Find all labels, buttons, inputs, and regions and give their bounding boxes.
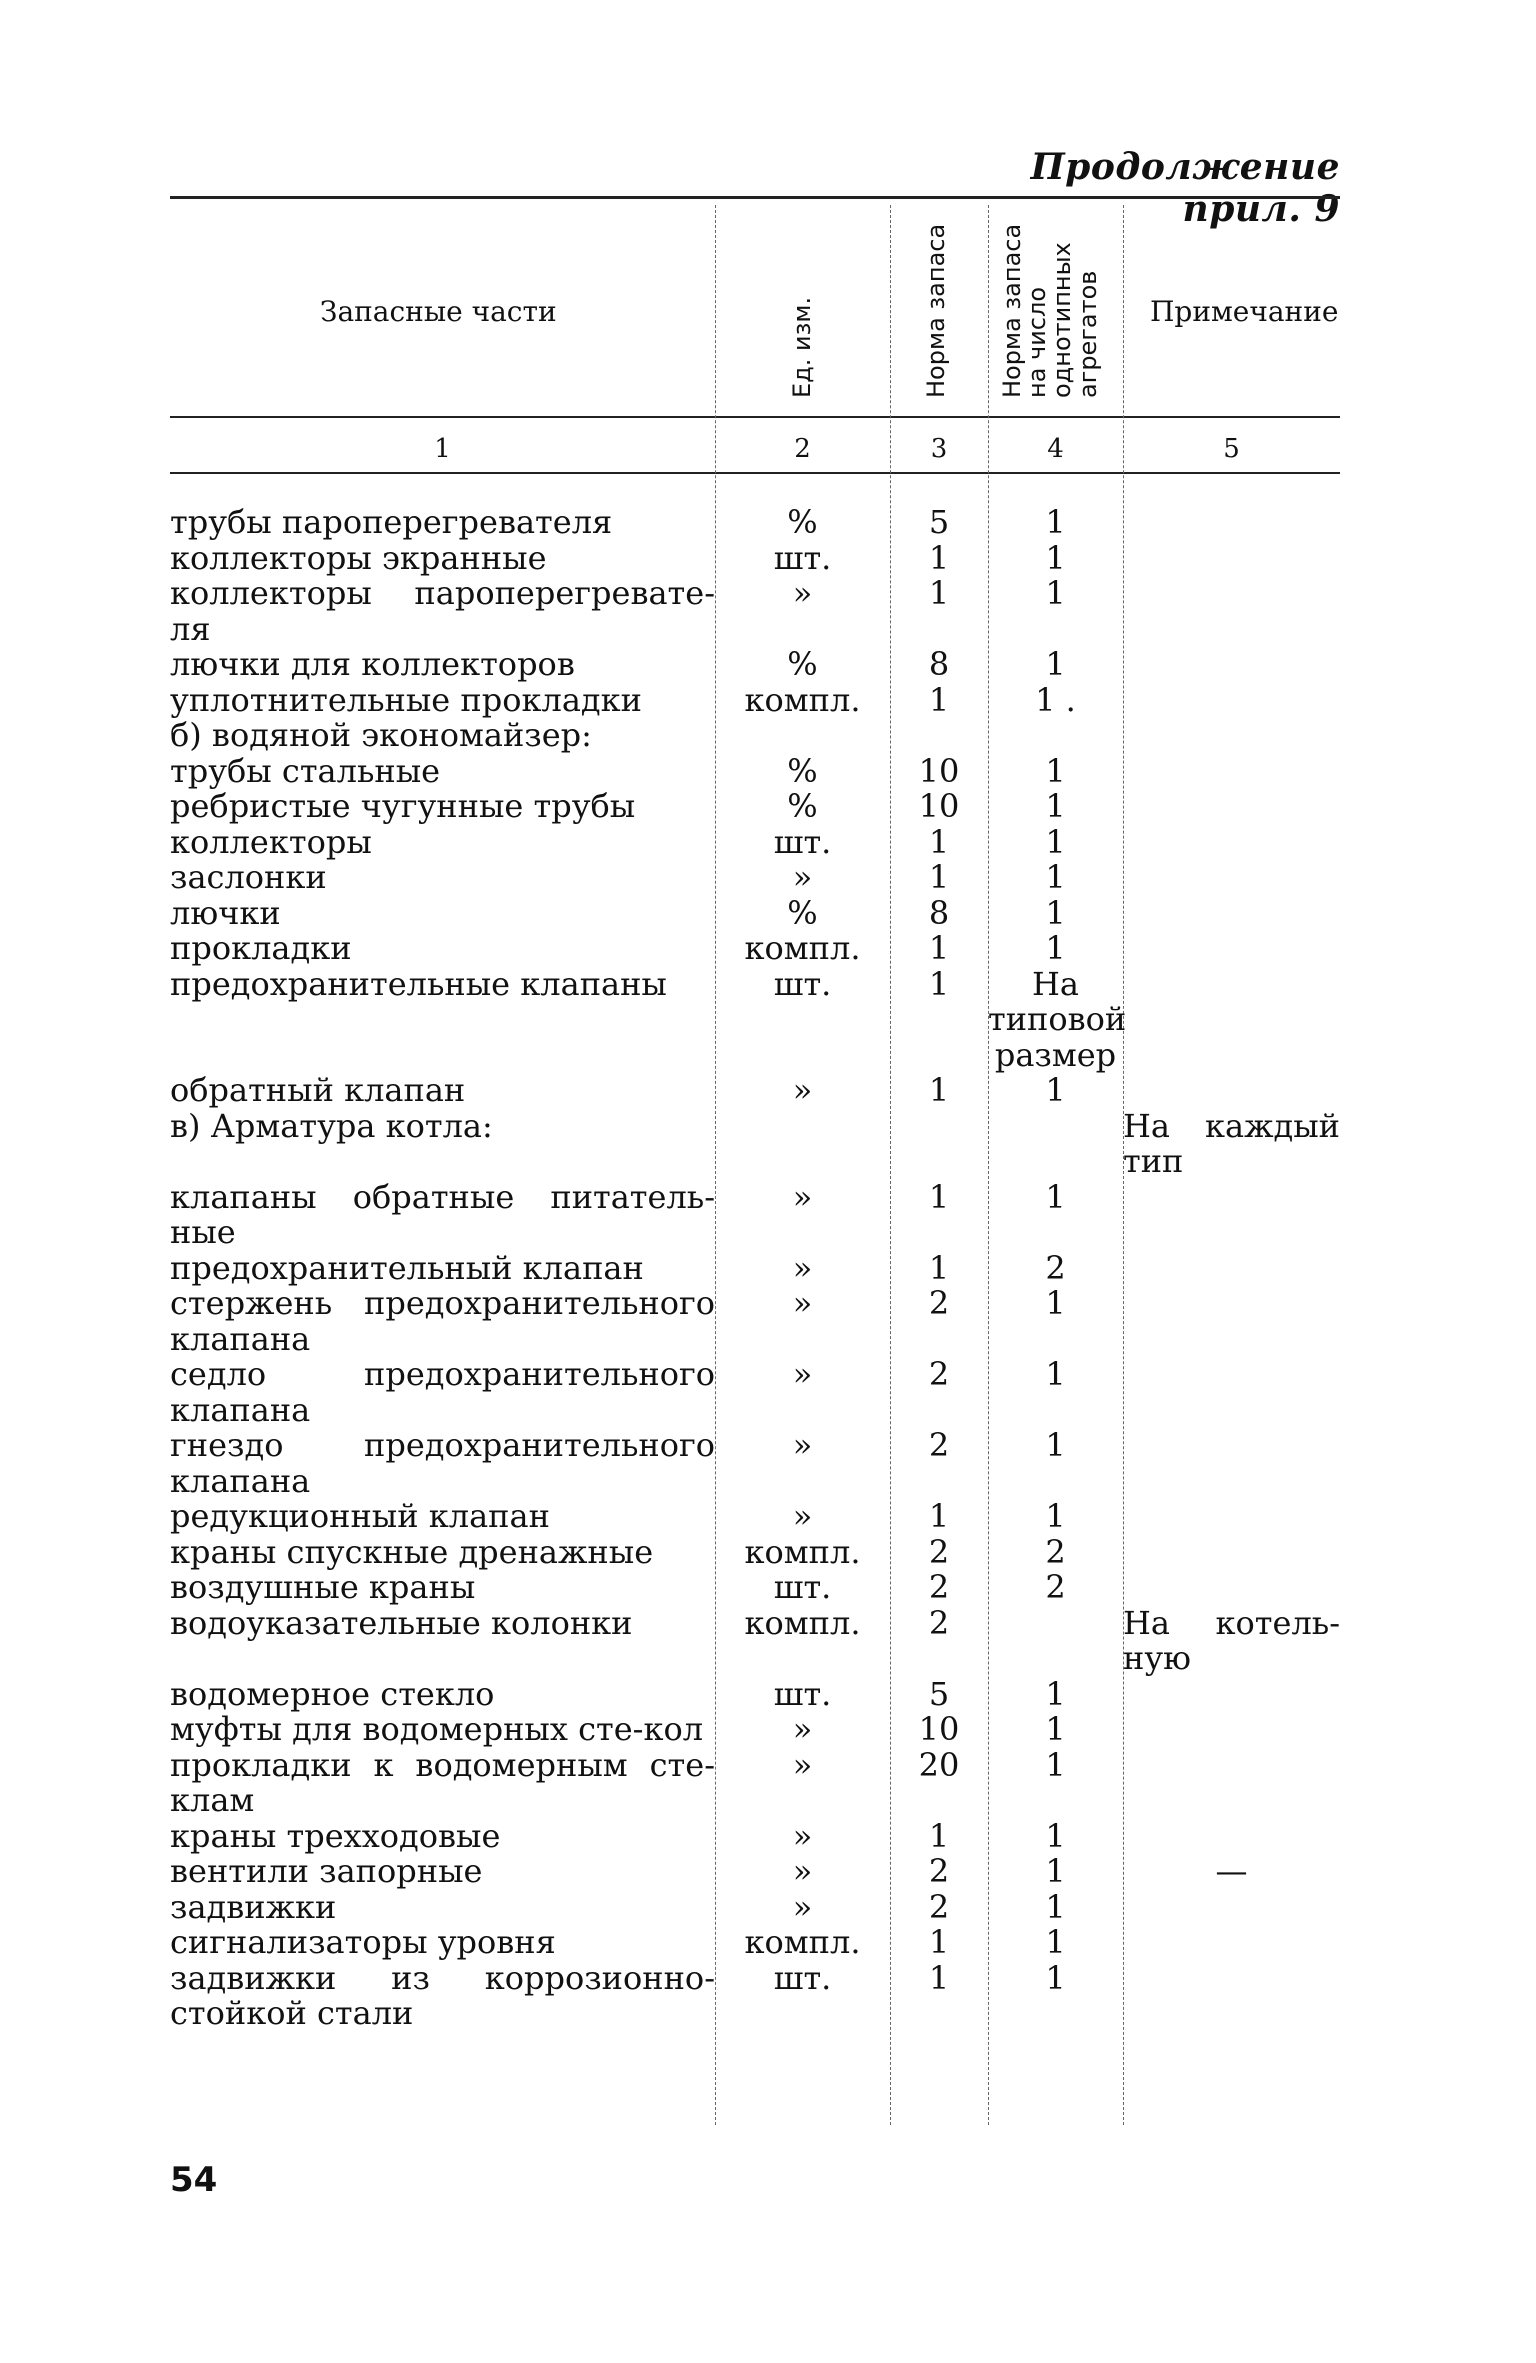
stock-norm-cell: 5 <box>928 503 950 541</box>
unit-cell: » <box>792 1426 813 1464</box>
part-name: гнездо предохранительного клапана <box>170 1426 715 1500</box>
note-cell <box>1123 967 1340 1074</box>
table-row <box>170 1499 1340 1535</box>
note-cell <box>1123 931 1340 967</box>
unit-cell: шт. <box>773 822 832 861</box>
stock-norm-cell: 8 <box>928 645 950 683</box>
stock-norm-units-cell: 1 <box>1045 503 1066 541</box>
table-row <box>170 1712 1340 1748</box>
part-name: водоуказательные колонки <box>170 1603 633 1642</box>
unit-cell: » <box>792 1071 813 1109</box>
note-cell <box>1123 1712 1340 1748</box>
part-name: муфты для водомерных сте-кол <box>170 1710 704 1748</box>
unit-cell: % <box>787 503 818 541</box>
stock-norm-cell <box>890 1109 988 1180</box>
stock-norm-units-cell: 1 <box>1045 1923 1066 1961</box>
stock-norm-units-cell: 1 <box>1045 1071 1066 1109</box>
part-name: сигнализаторы уровня <box>170 1923 556 1961</box>
stock-norm-units-cell: 1 <box>1045 751 1066 790</box>
unit-cell <box>715 718 890 754</box>
unit-cell: » <box>792 1248 813 1287</box>
table-row <box>170 647 1340 683</box>
part-name: задвижки из коррозионно-стойкой стали <box>170 1958 715 2032</box>
column-number-5: 5 <box>1223 434 1240 464</box>
page-number: 54 <box>170 2160 218 2200</box>
unit-cell: компл. <box>744 929 861 967</box>
unit-cell: » <box>792 574 813 612</box>
stock-norm-units-cell: 1 <box>1045 1887 1066 1926</box>
stock-norm-cell <box>890 718 988 754</box>
note-cell <box>1123 896 1340 932</box>
unit-cell: % <box>787 893 818 932</box>
unit-cell: » <box>792 1745 813 1784</box>
stock-norm-cell: 2 <box>928 1532 950 1571</box>
table-row <box>170 754 1340 790</box>
stock-norm-units-cell: 1 <box>1045 1852 1066 1890</box>
stock-norm-cell: 1 <box>928 1958 950 1997</box>
table-row <box>170 1570 1340 1606</box>
stock-norm-units-cell <box>988 1109 1123 1180</box>
stock-norm-units-cell: 1 <box>1045 645 1066 683</box>
unit-cell: шт. <box>773 1674 832 1713</box>
continuation-header: Продолжение прил. 9 <box>1030 146 1340 230</box>
table-row <box>170 1890 1340 1926</box>
unit-cell <box>715 1109 890 1180</box>
note-cell <box>1123 1428 1340 1499</box>
stock-norm-cell: 1 <box>928 1816 950 1855</box>
part-name: водомерное стекло <box>170 1674 495 1713</box>
table-row <box>170 1109 1340 1180</box>
table-row <box>170 825 1340 861</box>
unit-cell: % <box>787 751 818 790</box>
table-row <box>170 789 1340 825</box>
table-row <box>170 1535 1340 1571</box>
note-cell <box>1123 1961 1340 2032</box>
note-cell <box>1123 1357 1340 1428</box>
part-name: обратный клапан <box>170 1071 466 1109</box>
stock-norm-units-cell: 1 <box>1045 929 1066 967</box>
stock-norm-cell: 2 <box>928 1887 950 1926</box>
stock-norm-units-cell: 2 <box>1045 1532 1066 1571</box>
stock-norm-units-cell: 1 <box>1045 538 1066 577</box>
part-name: стержень предохранительного клапана <box>170 1284 715 1358</box>
table-row <box>170 1606 1340 1677</box>
unit-cell: % <box>787 645 818 683</box>
part-name: краны трехходовые <box>170 1816 501 1855</box>
note-cell <box>1123 1499 1340 1535</box>
unit-cell: » <box>792 1497 813 1535</box>
stock-norm-cell: 2 <box>928 1603 950 1642</box>
table-row <box>170 931 1340 967</box>
note-cell: — <box>1215 1852 1248 1890</box>
stock-norm-units-cell: 1 <box>1045 787 1066 825</box>
unit-cell: » <box>792 858 813 896</box>
part-name: б) водяной экономайзер: <box>170 716 592 754</box>
part-name: коллекторы пароперегревате-ля <box>170 574 715 648</box>
stock-norm-cell: 2 <box>928 1426 950 1464</box>
stock-norm-units-cell <box>988 1606 1123 1677</box>
note-cell <box>1123 718 1340 754</box>
table-row <box>170 1251 1340 1287</box>
column-number-1: 1 <box>434 434 451 464</box>
table-row <box>170 1925 1340 1961</box>
unit-cell: компл. <box>744 680 861 719</box>
part-name: трубы стальные <box>170 751 441 790</box>
header-stock-norm-units <box>1000 224 1101 398</box>
stock-norm-units-cell: 1 <box>1045 1958 1066 1997</box>
header-stock-norm-units-line-4: агрегатов <box>1073 270 1102 398</box>
spare-parts-rows <box>170 505 1340 2032</box>
part-name: прокладки <box>170 929 352 967</box>
stock-norm-cell: 1 <box>928 1497 950 1535</box>
part-name: седло предохранительного клапана <box>170 1355 715 1429</box>
note-cell <box>1123 1073 1340 1109</box>
table-row <box>170 1357 1340 1428</box>
table-row <box>170 967 1340 1074</box>
note-cell <box>1123 1251 1340 1287</box>
stock-norm-cell: 2 <box>928 1852 950 1890</box>
stock-norm-cell: 8 <box>928 893 950 932</box>
stock-norm-cell: 10 <box>918 1710 960 1748</box>
header-note: Примечание <box>1150 295 1339 328</box>
stock-norm-units-cell: 2 <box>1045 1568 1066 1606</box>
stock-norm-cell: 10 <box>918 751 960 790</box>
unit-cell: шт. <box>773 1958 832 1997</box>
part-name: прокладки к водомерным сте-клам <box>170 1745 715 1819</box>
table-row <box>170 860 1340 896</box>
spare-parts-table <box>170 505 1340 2032</box>
part-name: клапаны обратные питатель-ные <box>170 1177 715 1251</box>
stock-norm-units-cell: На типовой размер <box>988 964 1127 1074</box>
stock-norm-units-cell: 1 <box>1045 1710 1066 1748</box>
stock-norm-units-cell: 1 <box>1045 822 1066 861</box>
header-unit: Ед. изм. <box>788 296 816 398</box>
column-number-4: 4 <box>1047 434 1064 464</box>
part-name: краны спускные дренажные <box>170 1532 654 1571</box>
note-cell: На каждый тип <box>1123 1106 1340 1180</box>
note-cell <box>1123 1748 1340 1819</box>
unit-cell: » <box>792 1710 813 1748</box>
table-row <box>170 896 1340 932</box>
part-name: предохранительный клапан <box>170 1248 644 1287</box>
header-stock-norm: Норма запаса <box>922 223 950 398</box>
table-row <box>170 1286 1340 1357</box>
stock-norm-units-cell: 1 <box>1045 1497 1066 1535</box>
part-name: воздушные краны <box>170 1568 476 1606</box>
column-number-2: 2 <box>794 434 811 464</box>
stock-norm-cell: 1 <box>928 574 950 612</box>
stock-norm-cell: 1 <box>928 1248 950 1287</box>
stock-norm-cell: 20 <box>918 1745 960 1784</box>
stock-norm-units-cell: 1 <box>1045 1816 1066 1855</box>
stock-norm-units-cell: 1 <box>1045 1745 1066 1784</box>
unit-cell: » <box>792 1355 813 1393</box>
table-row <box>170 505 1340 541</box>
part-name: коллекторы <box>170 822 372 861</box>
table-top-rule <box>170 196 1340 199</box>
table-row <box>170 576 1340 647</box>
note-cell <box>1123 1286 1340 1357</box>
table-row <box>170 683 1340 719</box>
note-cell <box>1123 647 1340 683</box>
stock-norm-units-cell <box>988 718 1123 754</box>
table-row <box>170 1180 1340 1251</box>
stock-norm-cell: 5 <box>928 1674 950 1713</box>
stock-norm-units-cell: 1 <box>1045 1674 1066 1713</box>
table-row <box>170 1819 1340 1855</box>
stock-norm-units-cell: 1 <box>1045 1284 1066 1322</box>
part-name: в) Арматура котла: <box>170 1106 493 1145</box>
unit-cell: » <box>792 1177 813 1216</box>
note-cell <box>1123 860 1340 896</box>
unit-cell: компл. <box>744 1603 861 1642</box>
table-row <box>170 1073 1340 1109</box>
note-cell: На котель-ную <box>1123 1603 1340 1677</box>
unit-cell: компл. <box>744 1923 861 1961</box>
header-stock-norm-units-line-3: однотипных <box>1048 242 1077 398</box>
note-cell <box>1123 754 1340 790</box>
stock-norm-cell: 1 <box>928 1177 950 1216</box>
unit-cell: » <box>792 1887 813 1926</box>
note-cell <box>1123 505 1340 541</box>
stock-norm-cell: 2 <box>928 1284 950 1322</box>
stock-norm-units-cell: 1 <box>1045 858 1066 896</box>
note-cell <box>1123 541 1340 577</box>
unit-cell: » <box>792 1852 813 1890</box>
note-cell <box>1123 1819 1340 1855</box>
part-name: лючки для коллекторов <box>170 645 575 683</box>
table-row <box>170 541 1340 577</box>
stock-norm-units-cell: 1 <box>1045 893 1066 932</box>
part-name: уплотнительные прокладки <box>170 680 642 719</box>
table-row <box>170 1428 1340 1499</box>
stock-norm-cell: 1 <box>928 538 950 577</box>
part-name: редукционный клапан <box>170 1497 550 1535</box>
table-row <box>170 1748 1340 1819</box>
stock-norm-units-cell: 1 <box>1045 1426 1066 1464</box>
stock-norm-units-cell: 1 <box>1045 1355 1066 1393</box>
header-stock-norm-units-line-2: на число <box>1023 286 1052 398</box>
stock-norm-cell: 2 <box>928 1568 950 1606</box>
stock-norm-cell: 1 <box>928 680 950 719</box>
unit-cell: компл. <box>744 1532 861 1571</box>
table-row <box>170 718 1340 754</box>
stock-norm-cell: 1 <box>928 964 950 1003</box>
table-row <box>170 1961 1340 2032</box>
stock-norm-cell: 1 <box>928 822 950 861</box>
header-stock-norm-units-line-1: Норма запаса <box>998 223 1026 398</box>
stock-norm-units-cell: 1 . <box>1035 680 1076 719</box>
stock-norm-units-cell: 1 <box>1045 574 1066 612</box>
note-cell <box>1123 1925 1340 1961</box>
stock-norm-cell: 1 <box>928 1923 950 1961</box>
note-cell <box>1123 789 1340 825</box>
stock-norm-units-cell: 1 <box>1045 1177 1066 1216</box>
note-cell <box>1123 1890 1340 1926</box>
part-name: трубы пароперегревателя <box>170 503 613 541</box>
unit-cell: шт. <box>773 538 832 577</box>
note-cell <box>1123 825 1340 861</box>
note-cell <box>1123 1570 1340 1606</box>
header-parts: Запасные части <box>320 295 557 328</box>
part-name: ребристые чугунные трубы <box>170 787 636 825</box>
stock-norm-cell: 10 <box>918 787 960 825</box>
column-numbers-rule <box>170 472 1340 474</box>
column-number-3: 3 <box>930 434 948 464</box>
stock-norm-cell: 1 <box>928 858 950 896</box>
unit-cell: шт. <box>773 964 832 1003</box>
note-cell <box>1123 576 1340 647</box>
unit-cell: % <box>787 787 818 825</box>
part-name: задвижки <box>170 1887 337 1926</box>
unit-cell: шт. <box>773 1568 832 1606</box>
unit-cell: » <box>792 1816 813 1855</box>
part-name: заслонки <box>170 858 327 896</box>
note-cell <box>1123 1677 1340 1713</box>
header-bottom-rule <box>170 416 1340 418</box>
stock-norm-units-cell: 2 <box>1045 1248 1066 1287</box>
stock-norm-cell: 2 <box>928 1355 950 1393</box>
part-name: лючки <box>170 893 281 932</box>
table-row <box>170 1854 1340 1890</box>
stock-norm-cell: 1 <box>928 929 950 967</box>
note-cell <box>1123 683 1340 719</box>
stock-norm-cell: 1 <box>928 1071 950 1109</box>
note-cell <box>1123 1535 1340 1571</box>
part-name: коллекторы экранные <box>170 538 547 577</box>
note-cell <box>1123 1180 1340 1251</box>
unit-cell: » <box>792 1284 813 1322</box>
part-name: вентили запорные <box>170 1852 483 1890</box>
table-row <box>170 1677 1340 1713</box>
part-name: предохранительные клапаны <box>170 964 667 1003</box>
